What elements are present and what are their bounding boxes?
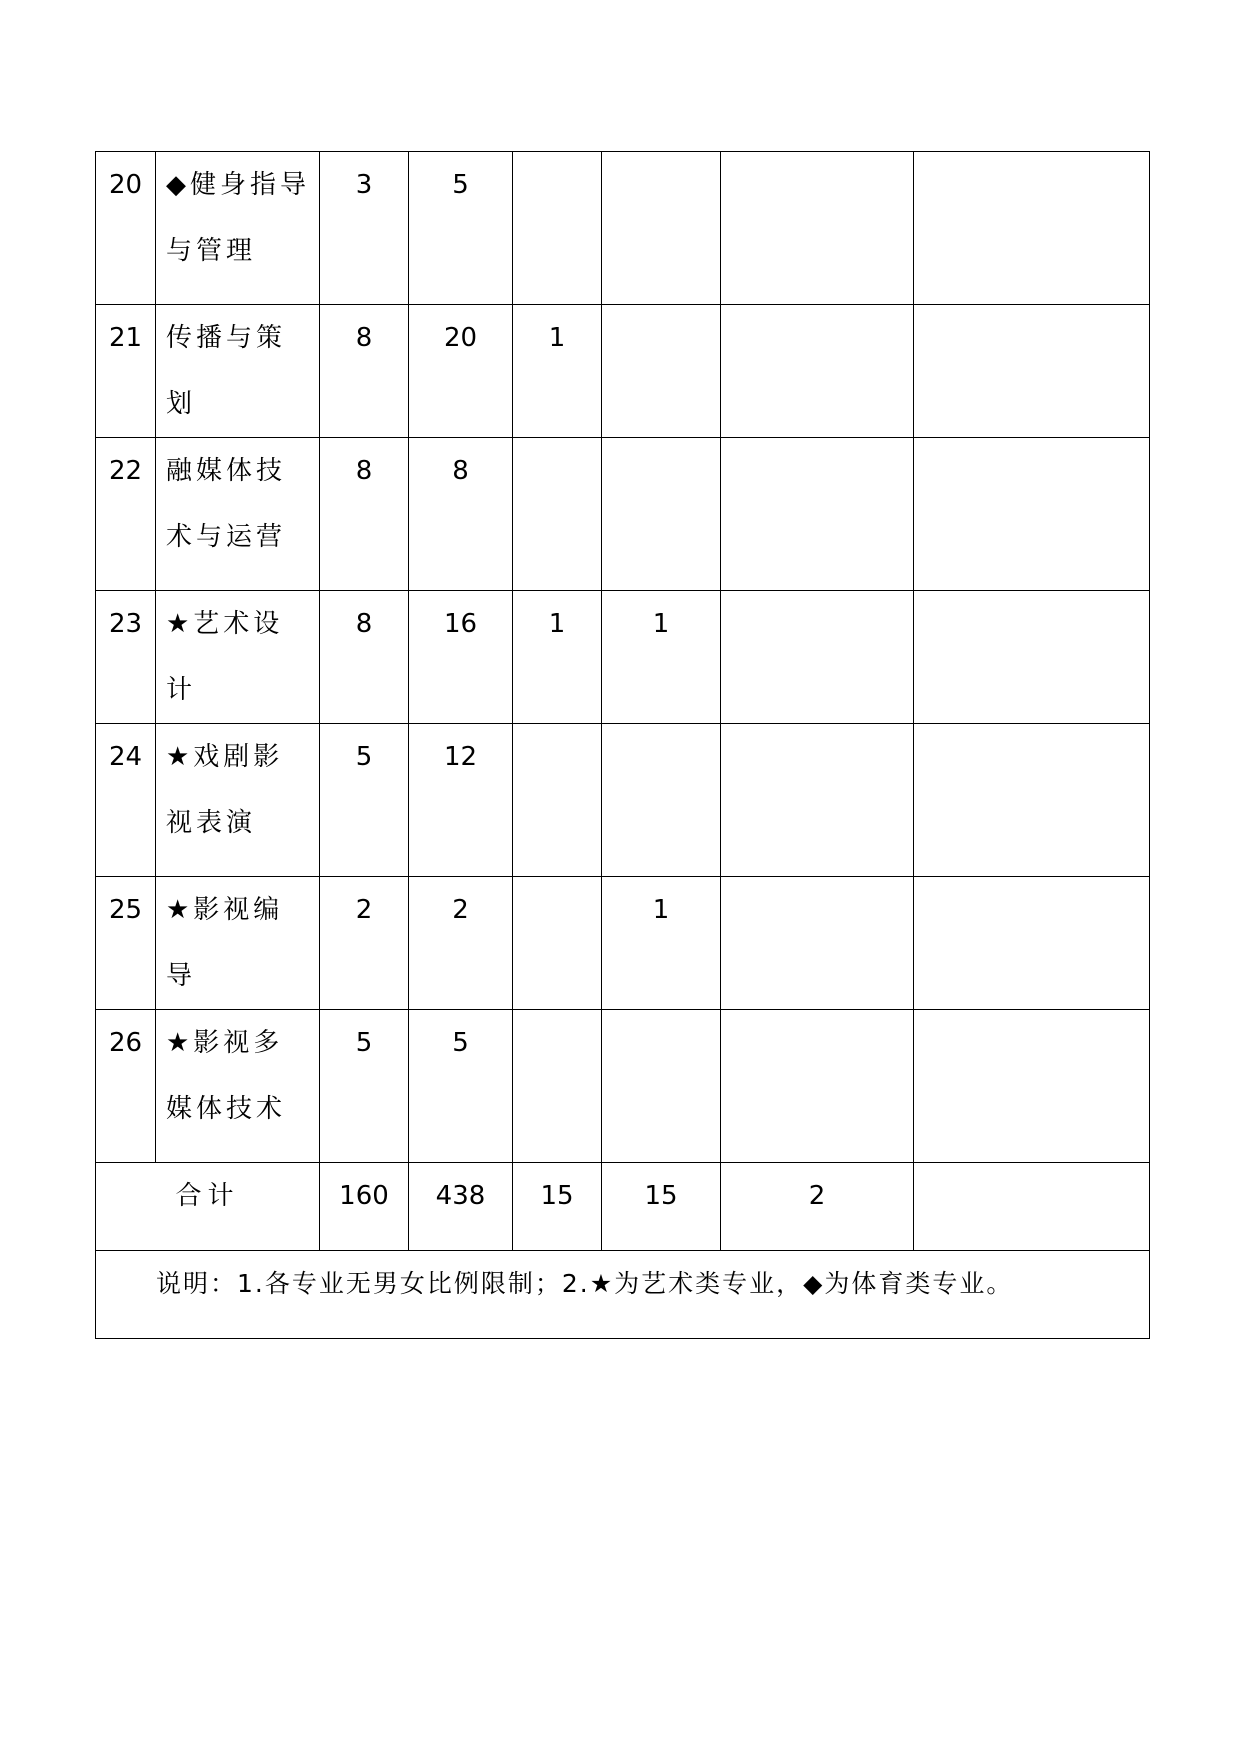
row-index: 25 <box>96 877 156 1010</box>
cell-value <box>914 152 1150 305</box>
cell-value <box>914 438 1150 591</box>
cell-value <box>513 152 602 305</box>
row-index: 26 <box>96 1010 156 1163</box>
cell-value: 2 <box>320 877 409 1010</box>
cell-value <box>721 152 914 305</box>
table-row <box>96 305 1150 438</box>
cell-value: 1 <box>602 877 721 1010</box>
total-label: 合计 <box>96 1163 320 1251</box>
cell-value <box>513 724 602 877</box>
cell-value: 1 <box>513 305 602 438</box>
total-value: 2 <box>721 1163 914 1251</box>
cell-value <box>914 877 1150 1010</box>
cell-value <box>914 724 1150 877</box>
cell-value <box>721 1010 914 1163</box>
cell-value: 5 <box>320 724 409 877</box>
cell-value: 2 <box>409 877 513 1010</box>
cell-value: 8 <box>320 305 409 438</box>
cell-value <box>721 591 914 724</box>
cell-value: 8 <box>320 438 409 591</box>
table-row <box>96 438 1150 591</box>
cell-value: 1 <box>513 591 602 724</box>
cell-value <box>914 305 1150 438</box>
major-name: ★戏剧影视表演 <box>156 724 320 877</box>
cell-value: 1 <box>602 591 721 724</box>
table-note: 说明：1.各专业无男女比例限制；2.★为艺术类专业，◆为体育类专业。 <box>96 1251 1150 1339</box>
total-value: 160 <box>320 1163 409 1251</box>
cell-value <box>602 1010 721 1163</box>
cell-value: 8 <box>320 591 409 724</box>
total-row <box>96 1163 1150 1251</box>
total-value: 15 <box>602 1163 721 1251</box>
cell-value <box>602 724 721 877</box>
cell-value <box>513 1010 602 1163</box>
enrollment-table <box>95 151 1150 1339</box>
cell-value <box>513 438 602 591</box>
table-row <box>96 152 1150 305</box>
cell-value: 5 <box>409 1010 513 1163</box>
table-row <box>96 1010 1150 1163</box>
major-name: ★影视编导 <box>156 877 320 1010</box>
major-name: ★影视多媒体技术 <box>156 1010 320 1163</box>
cell-value <box>721 724 914 877</box>
major-name: 融媒体技术与运营 <box>156 438 320 591</box>
cell-value <box>721 877 914 1010</box>
cell-value: 3 <box>320 152 409 305</box>
total-value <box>914 1163 1150 1251</box>
cell-value: 8 <box>409 438 513 591</box>
cell-value: 5 <box>409 152 513 305</box>
cell-value <box>602 438 721 591</box>
row-index: 21 <box>96 305 156 438</box>
cell-value <box>602 305 721 438</box>
major-name: ★艺术设计 <box>156 591 320 724</box>
cell-value <box>602 152 721 305</box>
table-row <box>96 591 1150 724</box>
cell-value <box>721 305 914 438</box>
total-value: 15 <box>513 1163 602 1251</box>
cell-value <box>914 1010 1150 1163</box>
major-name: 传播与策划 <box>156 305 320 438</box>
note-row <box>96 1251 1150 1339</box>
row-index: 20 <box>96 152 156 305</box>
cell-value: 5 <box>320 1010 409 1163</box>
cell-value <box>721 438 914 591</box>
cell-value: 16 <box>409 591 513 724</box>
cell-value <box>513 877 602 1010</box>
row-index: 24 <box>96 724 156 877</box>
row-index: 22 <box>96 438 156 591</box>
row-index: 23 <box>96 591 156 724</box>
table-row <box>96 877 1150 1010</box>
cell-value <box>914 591 1150 724</box>
table-row <box>96 724 1150 877</box>
major-name: ◆健身指导与管理 <box>156 152 320 305</box>
total-value: 438 <box>409 1163 513 1251</box>
cell-value: 20 <box>409 305 513 438</box>
cell-value: 12 <box>409 724 513 877</box>
